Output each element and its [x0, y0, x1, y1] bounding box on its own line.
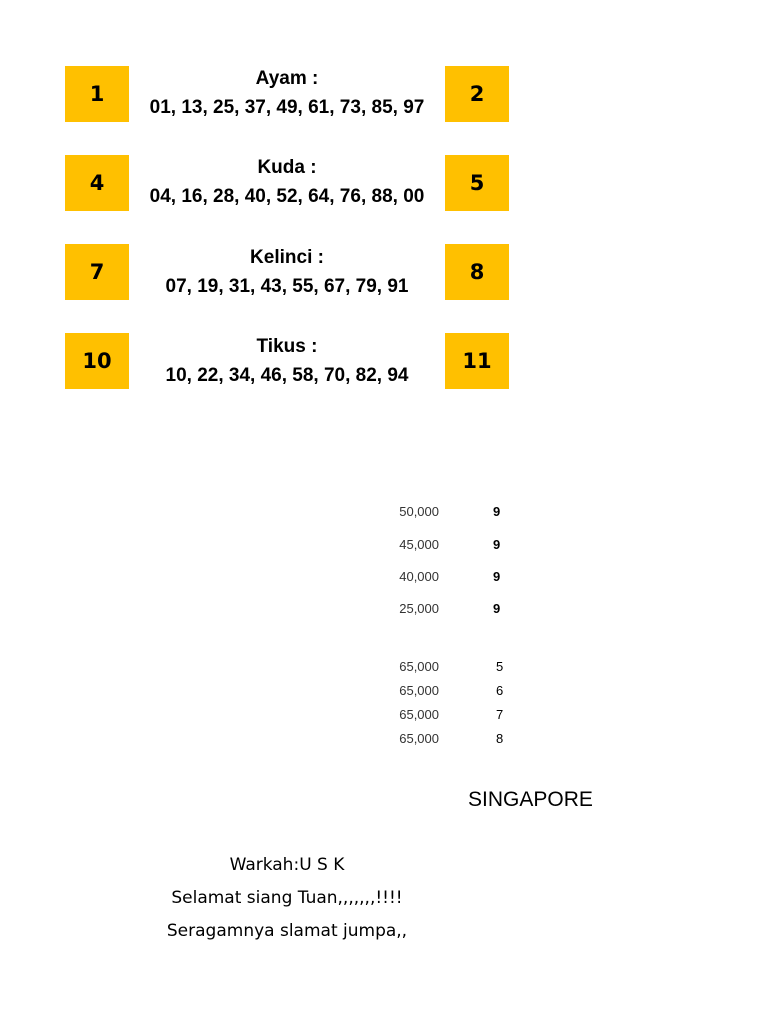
- prize-amount: 45,000: [399, 537, 439, 552]
- prize-amount: 65,000: [399, 731, 439, 746]
- shio-numbers-kelinci: 07, 19, 31, 43, 55, 67, 79, 91: [165, 276, 409, 297]
- prize-row: [0, 681, 768, 701]
- message-line-sender: Warkah:U S K: [229, 855, 345, 875]
- shio-title-kuda: Kuda :: [257, 157, 317, 178]
- prize-row: [0, 657, 768, 677]
- clipped-heading: SINGAPORE: [468, 788, 593, 811]
- prize-amount: 25,000: [399, 601, 439, 616]
- message-line-closing: Seragamnya slamat jumpa,,: [166, 921, 408, 941]
- number-box-1: 1: [65, 66, 129, 122]
- shio-title-kelinci: Kelinci :: [250, 247, 324, 268]
- clipped-heading-container: [468, 784, 593, 816]
- number-box-2: 2: [445, 66, 509, 122]
- prize-count: 9: [493, 601, 501, 616]
- prize-amount: 65,000: [399, 659, 439, 674]
- number-box-11: 11: [445, 333, 509, 389]
- prize-count: 7: [496, 707, 504, 722]
- shio-numbers-kuda: 04, 16, 28, 40, 52, 64, 76, 88, 00: [149, 186, 425, 207]
- number-box-5: 5: [445, 155, 509, 211]
- shio-numbers-ayam: 01, 13, 25, 37, 49, 61, 73, 85, 97: [149, 97, 425, 118]
- prize-row: [0, 502, 768, 522]
- number-box-4: 4: [65, 155, 129, 211]
- number-box-7: 7: [65, 244, 129, 300]
- prize-row: [0, 705, 768, 725]
- prize-count: 6: [496, 683, 504, 698]
- prize-amount: 65,000: [399, 683, 439, 698]
- prize-amount: 40,000: [399, 569, 439, 584]
- number-box-10: 10: [65, 333, 129, 389]
- prize-row: [0, 729, 768, 749]
- shio-numbers-tikus: 10, 22, 34, 46, 58, 70, 82, 94: [165, 365, 409, 386]
- message-line-greeting: Selamat siang Tuan,,,,,,,!!!!: [171, 888, 403, 908]
- prize-amount: 65,000: [399, 707, 439, 722]
- prize-count: 9: [493, 537, 501, 552]
- prize-count: 5: [496, 659, 504, 674]
- prize-count: 8: [496, 731, 504, 746]
- prize-count: 9: [493, 569, 501, 584]
- prize-row: [0, 567, 768, 587]
- prize-row: [0, 599, 768, 619]
- prize-row: [0, 535, 768, 555]
- prize-count: 9: [493, 504, 501, 519]
- prize-amount: 50,000: [399, 504, 439, 519]
- shio-title-ayam: Ayam :: [255, 68, 319, 89]
- number-box-8: 8: [445, 244, 509, 300]
- shio-title-tikus: Tikus :: [256, 336, 318, 357]
